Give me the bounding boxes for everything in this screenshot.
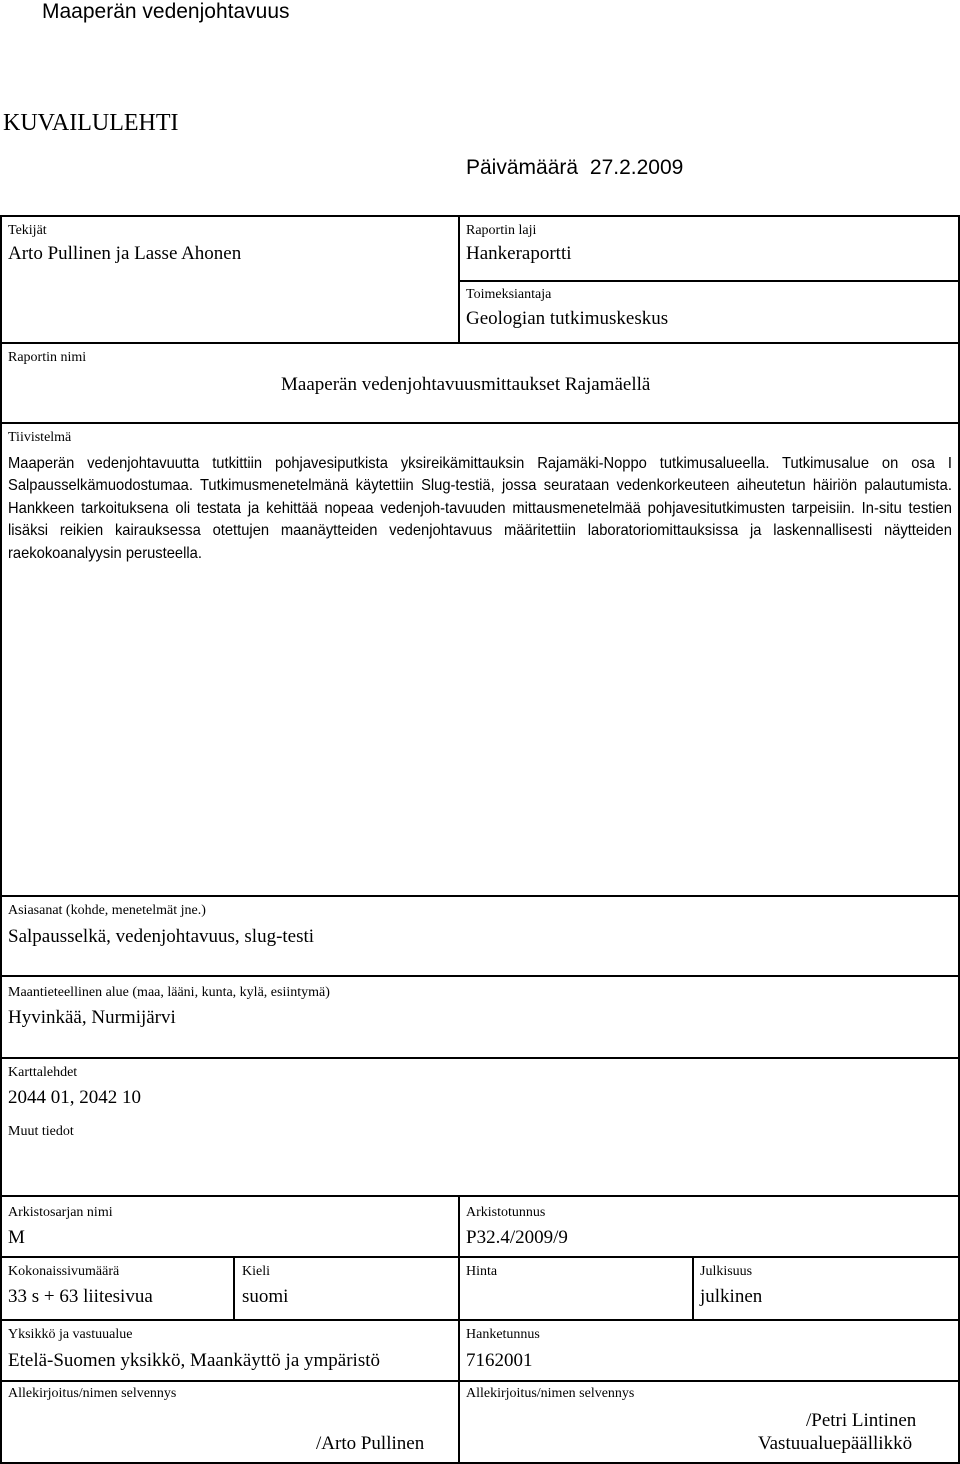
divider-map-sheets <box>0 1057 960 1059</box>
total-pages-value: 33 s + 63 liitesivua <box>8 1286 153 1307</box>
signature-left-label: Allekirjoitus/nimen selvennys <box>8 1386 177 1401</box>
divider-archive <box>0 1195 960 1197</box>
total-pages-label: Kokonaissivumäärä <box>8 1264 120 1279</box>
archive-series-label: Arkistosarjan nimi <box>8 1205 113 1220</box>
report-type-value: Hankeraportti <box>466 243 572 264</box>
divider-bottom-vertical <box>458 1195 460 1464</box>
price-label: Hinta <box>466 1264 498 1279</box>
divider-region <box>0 975 960 977</box>
document-title: KUVAILULEHTI <box>3 110 179 136</box>
map-sheets-value: 2044 01, 2042 10 <box>8 1087 141 1108</box>
divider-pages-row <box>0 1256 960 1258</box>
report-name-label: Raportin nimi <box>8 350 87 365</box>
region-label: Maantieteellinen alue (maa, lääni, kunta, kylä, esiintymä) <box>8 985 330 1000</box>
signature-left-name: /Arto Pullinen <box>316 1433 425 1454</box>
divider-publicity <box>692 1256 694 1320</box>
authors-label: Tekijät <box>8 223 47 238</box>
abstract-text: Maaperän vedenjohtavuutta tutkittiin pohjavesiputkista yksireikämittauksin Rajamäki-Noppo tutkimusalueella. Tutkimusalue on osa I Salpausselkämuodostumaa. Tutkimusmenetelmänä käytettiin Slug-testiä, jossa seurataan vedenkorkeuteen aiheutetun häiriön palautumista. Hankkeen tarkoituksena oli testata ja kehittää nopeaa vedenjoh-tavuuden mittausmenetelmää pohjavesitutkimusten tarpeisiin. In-situ testien lisäksi reikien kairauksessa otettujen maanäytteiden vedenjohtavuus määritettiin laboratoriomittauksissa ja laskennallisesti näytteiden raekokoanalyysin perusteella. <box>8 455 952 562</box>
project-code-value: 7162001 <box>466 1350 533 1371</box>
commissioner-value: Geologian tutkimuskeskus <box>466 308 669 329</box>
date-line <box>466 156 683 180</box>
keywords-value: Salpausselkä, vedenjohtavuus, slug-testi <box>8 926 315 947</box>
border-top <box>0 215 960 217</box>
map-sheets-label: Karttalehdet <box>8 1065 78 1080</box>
abstract-label: Tiivistelmä <box>8 430 72 445</box>
keywords-label: Asiasanat (kohde, menetelmät jne.) <box>8 903 206 918</box>
authors-value: Arto Pullinen ja Lasse Ahonen <box>8 243 242 264</box>
unit-value: Etelä-Suomen yksikkö, Maankäyttö ja ympäristö <box>8 1350 381 1371</box>
language-value: suomi <box>242 1286 289 1307</box>
archive-code-label: Arkistotunnus <box>466 1205 546 1220</box>
report-type-label: Raportin laji <box>466 223 537 238</box>
divider-unit-row <box>0 1319 960 1321</box>
divider-commissioner <box>458 280 960 282</box>
divider-signature-row <box>0 1380 960 1382</box>
signature-right-name: /Petri Lintinen <box>806 1410 917 1431</box>
divider-keywords <box>0 895 960 897</box>
divider-report-name <box>0 342 960 344</box>
divider-top-vertical <box>458 215 460 342</box>
report-name-value: Maaperän vedenjohtavuusmittaukset Rajamäellä <box>281 374 651 395</box>
signature-right-role: Vastuualuepäällikkö <box>758 1433 913 1454</box>
archive-code-value: P32.4/2009/9 <box>466 1227 568 1248</box>
date-value: 27.2.2009 <box>589 156 684 179</box>
date-label: Päivämäärä <box>466 156 579 179</box>
border-left <box>0 215 2 1464</box>
divider-abstract <box>0 422 960 424</box>
other-info-label: Muut tiedot <box>8 1124 74 1139</box>
project-code-label: Hanketunnus <box>466 1327 540 1342</box>
divider-language <box>233 1256 235 1320</box>
archive-series-value: M <box>8 1227 25 1248</box>
running-title: Maaperän vedenjohtavuus <box>42 0 290 23</box>
commissioner-label: Toimeksiantaja <box>466 287 552 302</box>
region-value: Hyvinkää, Nurmijärvi <box>8 1007 176 1028</box>
publicity-value: julkinen <box>700 1286 763 1307</box>
signature-right-label: Allekirjoitus/nimen selvennys <box>466 1386 635 1401</box>
publicity-label: Julkisuus <box>700 1264 753 1279</box>
unit-label: Yksikkö ja vastuualue <box>8 1327 133 1342</box>
language-label: Kieli <box>242 1264 270 1279</box>
